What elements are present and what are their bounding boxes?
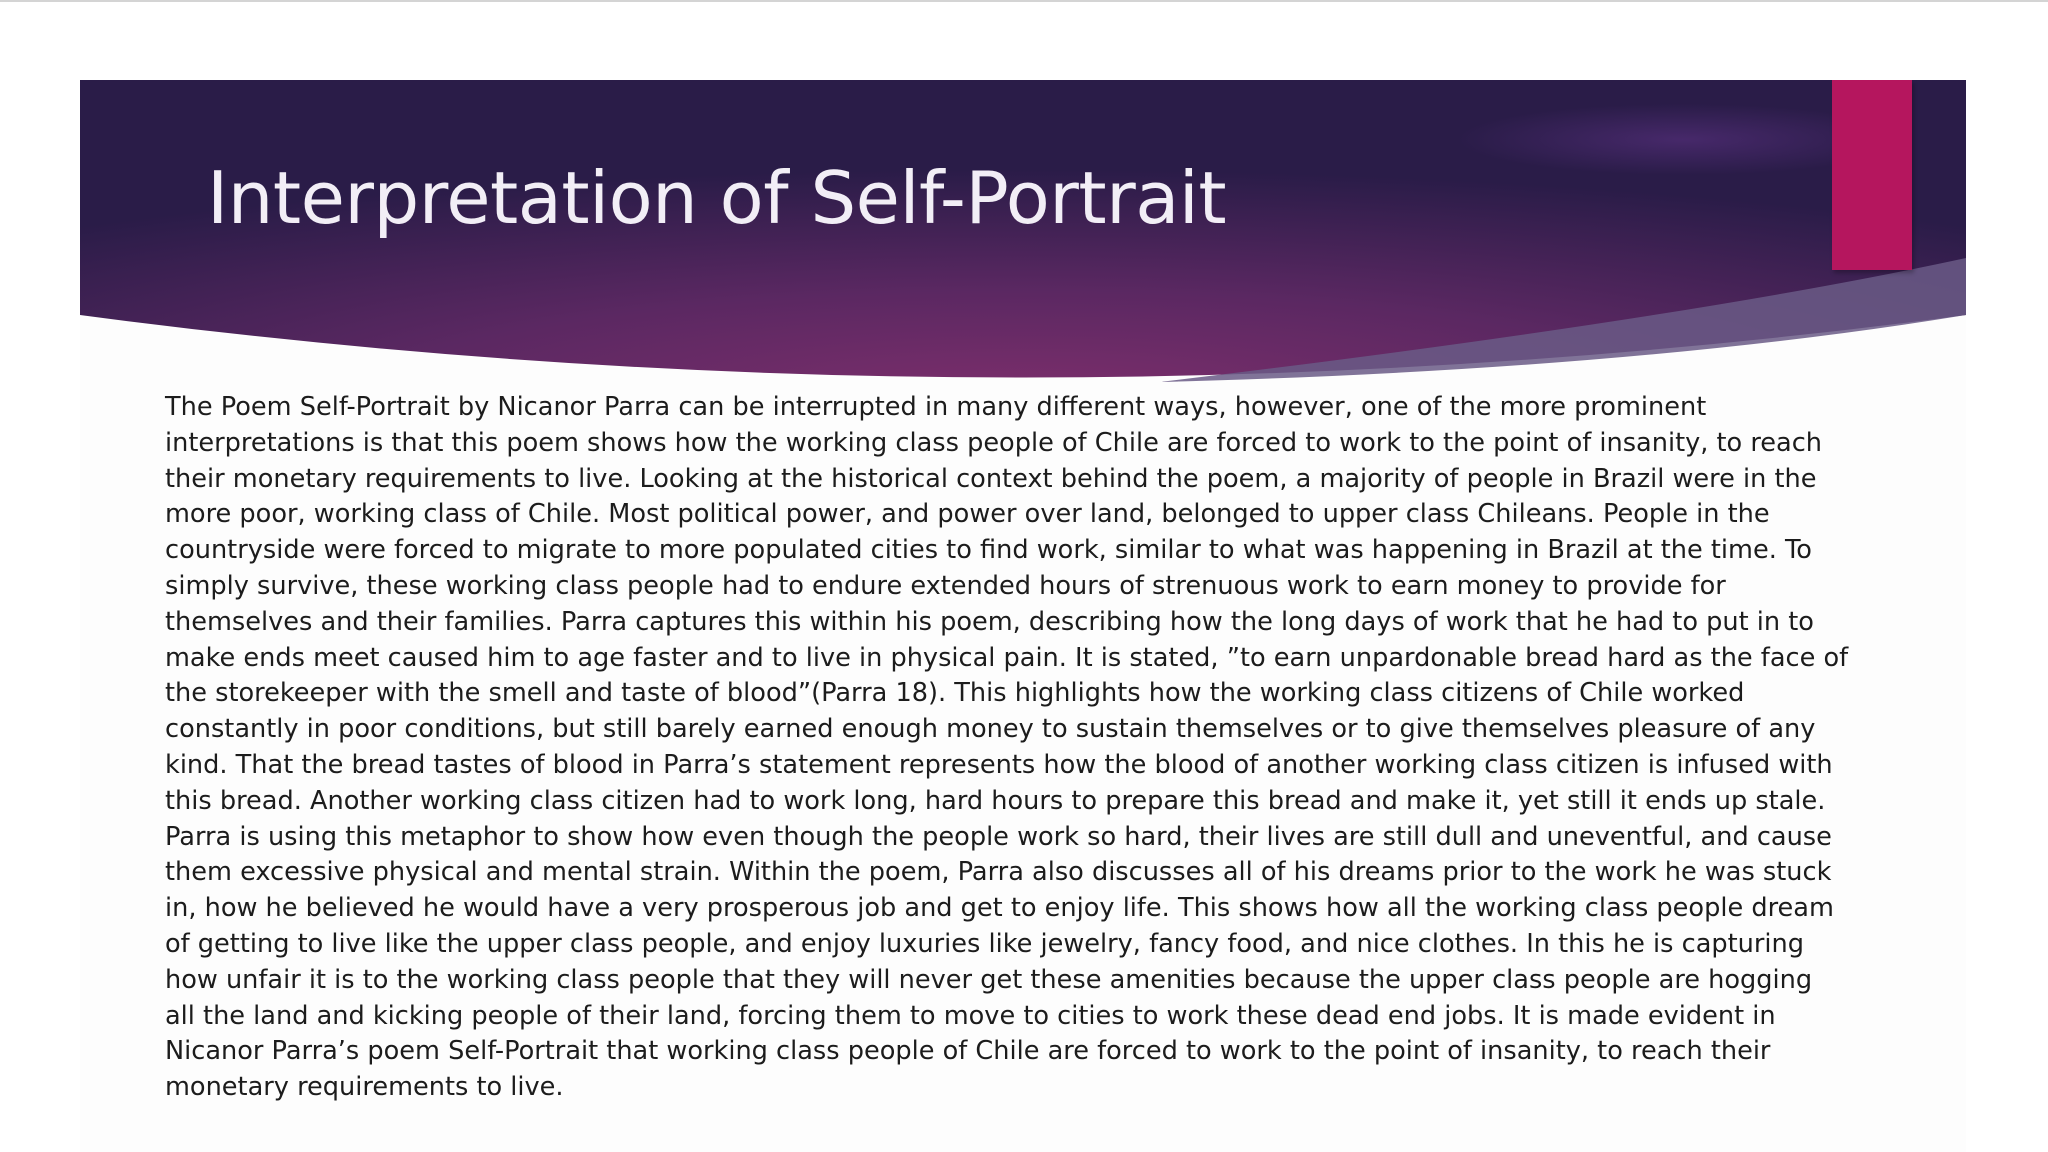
accent-tab (1832, 80, 1912, 270)
slide-title: Interpretation of Self-Portrait (207, 156, 1227, 240)
banner-graphic (80, 80, 1966, 400)
slide-body-text: The Poem Self-Portrait by Nicanor Parra can be interrupted in many different ways, however, one of the more prominent interpretations is that this poem shows how the working class people of Chile are forced to work to the point of insanity, to reach their monetary requirements to live. Looking at the historical context behind the poem, a majority of people in Brazil were in the more poor, working class of Chile. Most political power, and power over land, belonged to upper class Chileans. People in the countryside were forced to migrate to more populated cities to find work, similar to what was happening in Brazil at the time. To simply survive, these working class people had to endure extended hours of strenuous work to earn money to provide for themselves and their families. Parra captures this within his poem, describing how the long days of work that he had to put in to make ends meet caused him to age faster and to live in physical pain. It is stated, ”to earn unpardonable bread hard as the face of the storekeeper with the smell and taste of blood”(Parra 18). This highlights how the working class citizens of Chile worked constantly in poor conditions, but still barely earned enough money to sustain themselves or to give themselves pleasure of any kind. That the bread tastes of blood in Parra’s statement represents how the blood of another working class citizen is infused with this bread. Another working class citizen had to work long, hard hours to prepare this bread and make it, yet still it ends up stale. Parra is using this metaphor to show how even though the people work so hard, their lives are still dull and uneventful, and cause them excessive physical and mental strain. Within the poem, Parra also discusses all of his dreams prior to the work he was stuck in, how he believed he would have a very prosperous job and get to enjoy life. This shows how all the working class people dream of getting to live like the upper class people, and enjoy luxuries like jewelry, fancy food, and nice clothes. In this he is capturing how unfair it is to the working class people that they will never get these amenities because the upper class people are hogging all the land and kicking people of their land, forcing them to move to cities to work these dead end jobs. It is made evident in Nicanor Parra’s poem Self-Portrait that working class people of Chile are forced to work to the point of insanity, to reach their monetary requirements to live. (165, 392, 1849, 1103)
slide (80, 80, 1966, 1152)
title-banner (80, 80, 1966, 400)
